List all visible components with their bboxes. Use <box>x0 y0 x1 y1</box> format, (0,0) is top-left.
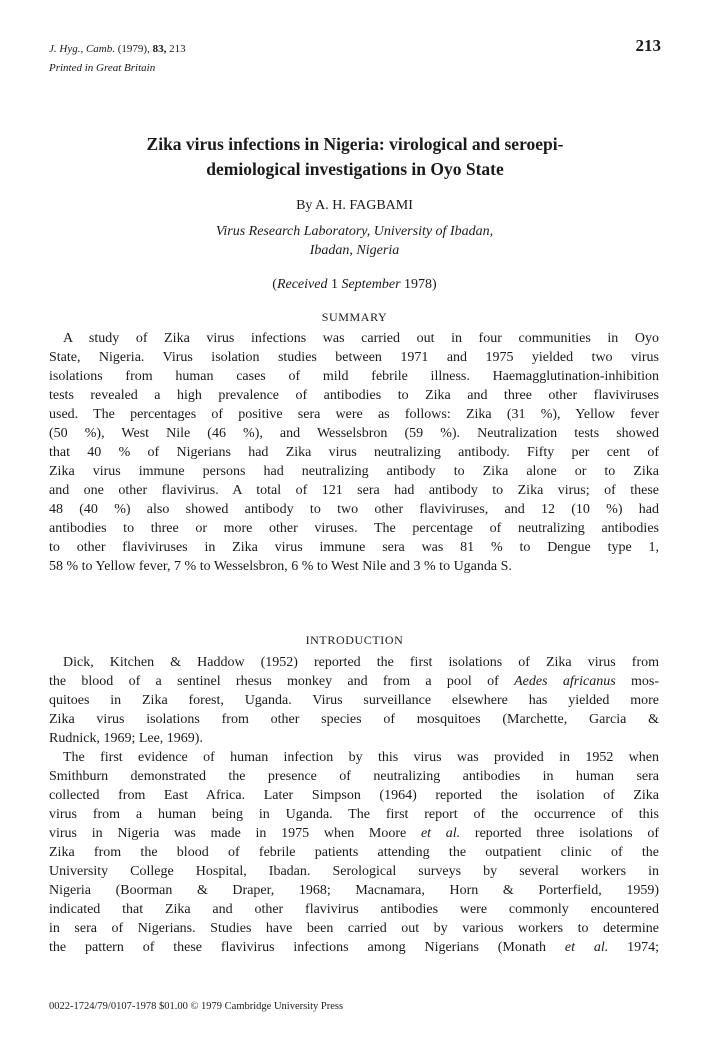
citation-line <box>49 40 186 59</box>
summary-line: to other flaviviruses in Zika virus immune sera was 81 % to Dengue type 1, <box>49 540 659 555</box>
intro-paragraph-1 <box>49 653 659 748</box>
intro-line: University College Hospital, Ibadan. Serological surveys by several workers in <box>49 864 659 879</box>
affiliation-line: Ibadan, Nigeria <box>309 243 400 258</box>
summary-paragraph <box>49 329 659 576</box>
article-title <box>60 132 650 182</box>
summary-line: Zika virus immune persons had neutralizing antibody to Zika alone or to Zika <box>49 464 659 479</box>
intro-line: The first evidence of human infection by this virus was provided in 1952 when <box>63 750 659 765</box>
received-month: September <box>341 277 401 292</box>
intro-line: Zika virus isolations from other species of mosquitoes (Marchette, Garcia & <box>49 712 659 727</box>
intro-line: Smithburn demonstrated the presence of neutralizing antibodies in human sera <box>49 769 659 784</box>
intro-line: Rudnick, 1969; Lee, 1969). <box>49 731 203 746</box>
summary-line: antibodies to three or more other viruses. The percentage of neutralizing antibodies <box>49 521 659 536</box>
received-year: 1978) <box>404 277 437 292</box>
intro-line: virus from a human being in Uganda. The first report of the occurrence of this <box>49 807 659 822</box>
affiliation-line: Virus Research Laboratory, University of Ibadan, <box>215 224 494 239</box>
summary-line: 48 (40 %) also showed antibody to two other flaviviruses, and 12 (10 %) had <box>49 502 659 517</box>
intro-line: the blood of a sentinel rhesus monkey and from a pool of Aedes africanus mos- <box>49 674 660 689</box>
intro-line: Dick, Kitchen & Haddow (1952) reported the first isolations of Zika virus from <box>63 655 659 670</box>
intro-line: Zika from the blood of febrile patients attending the outpatient clinic of the <box>49 845 659 860</box>
summary-line: (50 %), West Nile (46 %), and Wesselsbron (59 %). Neutralization tests showed <box>49 426 659 441</box>
intro-line: quitoes in Zika forest, Uganda. Virus surveillance elsewhere has yielded more <box>49 693 659 708</box>
species-name: Aedes africanus <box>514 674 616 689</box>
intro-line: Nigeria (Boorman & Draper, 1968; Macnamara, Horn & Porterfield, 1959) <box>49 883 659 898</box>
intro-line: indicated that Zika and other flavivirus antibodies were commonly encountered <box>49 902 659 917</box>
summary-line: 58 % to Yellow fever, 7 % to Wesselsbron, 6 % to West Nile and 3 % to Uganda S. <box>49 559 512 574</box>
received-label: Received <box>276 277 328 292</box>
et-al: et al. <box>564 940 609 955</box>
summary-line: used. The percentages of positive sera were as follows: Zika (31 %), Yellow fever <box>49 407 659 422</box>
journal-page-ref: 213 <box>169 43 186 55</box>
intro-line: virus in Nigeria was made in 1975 when Moore et al. reported three isolations of <box>49 826 660 841</box>
journal-abbrev: J. Hyg., Camb. <box>49 43 115 55</box>
running-header <box>49 40 186 78</box>
page-number: 213 <box>635 36 661 55</box>
intro-paragraph-2 <box>49 748 659 957</box>
summary-line: tests revealed a high prevalence of antibodies to Zika and three other flaviviruses <box>49 388 659 403</box>
et-al: et al. <box>420 826 461 841</box>
journal-year: (1979), <box>117 43 150 55</box>
title-line: demiological investigations in Oyo State <box>206 159 504 179</box>
received-date <box>0 277 709 293</box>
summary-line: and one other flavivirus. A total of 121 sera had antibody to Zika virus; of these <box>49 483 659 498</box>
introduction-heading: INTRODUCTION <box>305 633 404 647</box>
summary-line: A study of Zika virus infections was carried out in four communities in Oyo <box>63 331 659 346</box>
intro-line: the pattern of these flavivirus infections among Nigerians (Monath et al. 1974; <box>49 940 660 955</box>
affiliation <box>0 222 709 260</box>
title-line: Zika virus infections in Nigeria: virological and seroepi- <box>146 134 564 154</box>
author-line: By A. H. FAGBAMI <box>296 198 413 213</box>
intro-line: in sera of Nigerians. Studies have been carried out by various workers to determine <box>49 921 659 936</box>
summary-line: State, Nigeria. Virus isolation studies between 1971 and 1975 yielded two virus <box>49 350 659 365</box>
copyright-footer: 0022-1724/79/0107-1978 $01.00 © 1979 Cambridge University Press <box>49 1001 344 1012</box>
summary-line: isolations from human cases of mild febrile illness. Haemagglutination-inhibition <box>49 369 659 384</box>
summary-heading: SUMMARY <box>321 310 388 324</box>
summary-line: that 40 % of Nigerians had Zika virus neutralizing antibody. Fifty per cent of <box>49 445 659 460</box>
received-day: 1 <box>330 277 338 292</box>
journal-volume: 83, <box>152 43 167 55</box>
received-open: ( <box>272 277 277 292</box>
printed-in: Printed in Great Britain <box>49 62 156 74</box>
intro-line: collected from East Africa. Later Simpson (1964) reported the isolation of Zika <box>49 788 659 803</box>
